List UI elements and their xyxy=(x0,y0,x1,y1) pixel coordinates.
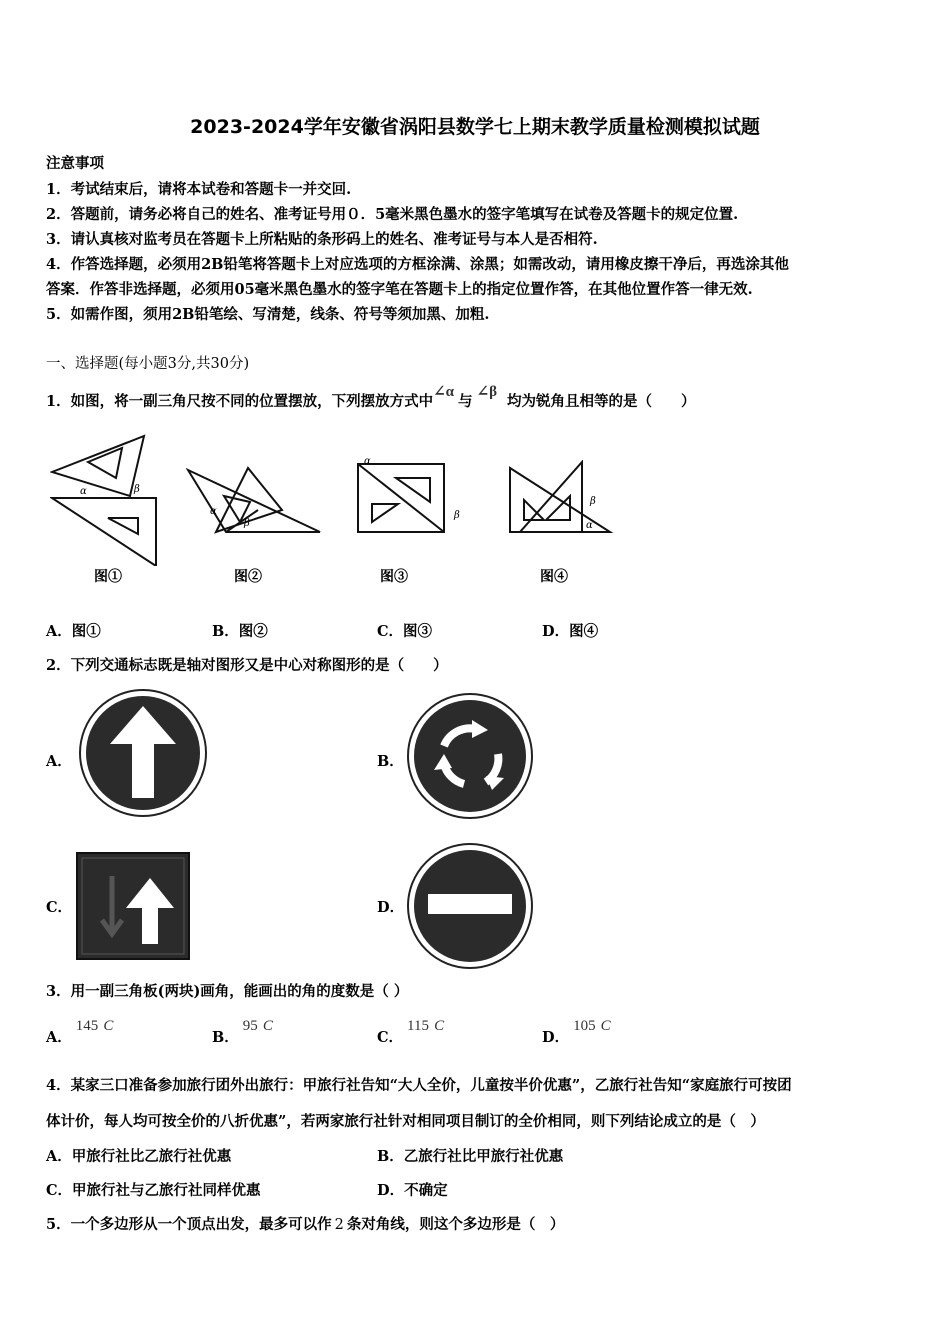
figure-3-caption: 图③ xyxy=(380,569,408,585)
q5-text-a: 5．一个多边形从一个顶点出发，最多可以作 xyxy=(46,1216,332,1233)
q3-letter-b: B． xyxy=(212,1029,239,1046)
q3-letter-d: D． xyxy=(542,1029,570,1046)
beta-label: β xyxy=(134,484,140,495)
q3-letter-a: A． xyxy=(46,1029,72,1046)
question-4-line-2: 体计价，每人均可按全价的八折优惠”，若两家旅行社针对相同项目制订的全价相同，则下列结论成立的是（ ） xyxy=(46,1113,765,1130)
alpha-label: α xyxy=(80,486,87,497)
q2-option-c[interactable]: C． xyxy=(46,899,73,916)
q1-option-b[interactable]: B．图② xyxy=(212,623,268,640)
q1-text-a: 1．如图，将一副三角尺按不同的位置摆放，下列摆放方式中 xyxy=(46,393,434,410)
figure-2 xyxy=(186,466,324,536)
figure-1-caption: 图① xyxy=(94,569,122,585)
notice-heading: 注意事项 xyxy=(46,155,104,172)
q5-num: 2 xyxy=(334,1217,344,1233)
alpha-label: α xyxy=(210,506,217,517)
q3-letter-c: C． xyxy=(377,1029,404,1046)
q3-value-d: 105 xyxy=(573,1018,596,1034)
question-2: 2．下列交通标志既是轴对图形又是中心对称图形的是（ ） xyxy=(46,657,448,674)
question-1 xyxy=(46,384,696,411)
figure-4-caption: 图④ xyxy=(540,569,568,585)
notice-item: 3．请认真核对监考员在答题卡上所粘贴的条形码上的姓名、准考证号与本人是否相符. xyxy=(46,231,598,248)
q3-option-d[interactable] xyxy=(542,1014,611,1046)
q2-option-d[interactable]: D． xyxy=(377,899,405,916)
beta-label: β xyxy=(244,518,250,529)
notice-item: 5．如需作图，须用2B铅笔绘、写清楚，线条、符号等须加黑、加粗. xyxy=(46,306,490,323)
notice-item: 1．考试结束后，请将本试卷和答题卡一并交回. xyxy=(46,181,352,198)
beta-label: β xyxy=(454,510,460,521)
figure-3 xyxy=(354,456,470,536)
notice-item: 答案．作答非选择题，必须用05毫米黑色墨水的签字笔在答题卡上的指定位置作答，在其他位置作答一律无效. xyxy=(46,281,753,298)
figure-4 xyxy=(506,460,616,536)
sign-no-entry xyxy=(406,842,534,970)
alpha-label: α xyxy=(364,456,371,467)
q3-unit: C xyxy=(262,1018,273,1034)
q3-value-c: 115 xyxy=(407,1018,429,1034)
q4-option-b[interactable]: B．乙旅行社比甲旅行社优惠 xyxy=(377,1148,564,1165)
q1-text-b: 均为锐角且相等的是（ ） xyxy=(507,393,696,410)
page-title: 2023-2024学年安徽省涡阳县数学七上期末教学质量检测模拟试题 xyxy=(190,116,760,138)
question-5 xyxy=(46,1213,564,1234)
figure-1 xyxy=(50,434,162,566)
beta-symbol: ∠β xyxy=(476,384,498,400)
q3-value-b: 95 xyxy=(242,1018,258,1034)
q1-mid: 与 xyxy=(458,393,473,410)
q1-option-c[interactable]: C．图③ xyxy=(377,623,433,640)
q3-unit: C xyxy=(600,1018,611,1034)
alpha-symbol: ∠α xyxy=(433,384,455,400)
question-3: 3．用一副三角板(两块)画角，能画出的角的度数是（ ） xyxy=(46,983,409,1000)
q2-option-a[interactable]: A． xyxy=(46,753,72,770)
q3-option-c[interactable] xyxy=(377,1014,445,1046)
q3-value-a: 145 xyxy=(75,1018,99,1034)
q4-option-c[interactable]: C．甲旅行社与乙旅行社同样优惠 xyxy=(46,1182,261,1199)
section-heading: 一、选择题(每小题3分,共30分) xyxy=(46,356,250,372)
q1-option-a[interactable]: A．图① xyxy=(46,623,101,640)
sign-one-way-arrow xyxy=(76,852,190,960)
notice-item: 4．作答选择题，必须用2B铅笔将答题卡上对应选项的方框涂满、涂黑；如需改动，请用橡皮擦干净后，再选涂其他 xyxy=(46,256,789,273)
sign-roundabout xyxy=(406,692,534,820)
figure-2-caption: 图② xyxy=(234,569,262,585)
alpha-label: α xyxy=(586,520,593,531)
sign-straight-arrow xyxy=(78,688,208,818)
q1-option-d[interactable]: D．图④ xyxy=(542,623,599,640)
question-4-line-1: 4．某家三口准备参加旅行团外出旅行：甲旅行社告知“大人全价，儿童按半价优惠”，乙旅行社告知“家庭旅行可按团 xyxy=(46,1077,792,1094)
q3-unit: C xyxy=(103,1018,114,1034)
notice-item: 2．答题前，请务必将自己的姓名、准考证号用０．5毫米黑色墨水的签字笔填写在试卷及答题卡的规定位置. xyxy=(46,206,739,223)
q3-option-a[interactable] xyxy=(46,1014,114,1046)
q4-option-d[interactable]: D．不确定 xyxy=(377,1182,448,1199)
q3-option-b[interactable] xyxy=(212,1014,273,1046)
beta-label: β xyxy=(590,496,596,507)
q5-text-b: 条对角线，则这个多边形是（ ） xyxy=(346,1216,565,1233)
q4-option-a[interactable]: A．甲旅行社比乙旅行社优惠 xyxy=(46,1148,232,1165)
q2-option-b[interactable]: B． xyxy=(377,753,404,770)
q3-unit: C xyxy=(434,1018,445,1034)
